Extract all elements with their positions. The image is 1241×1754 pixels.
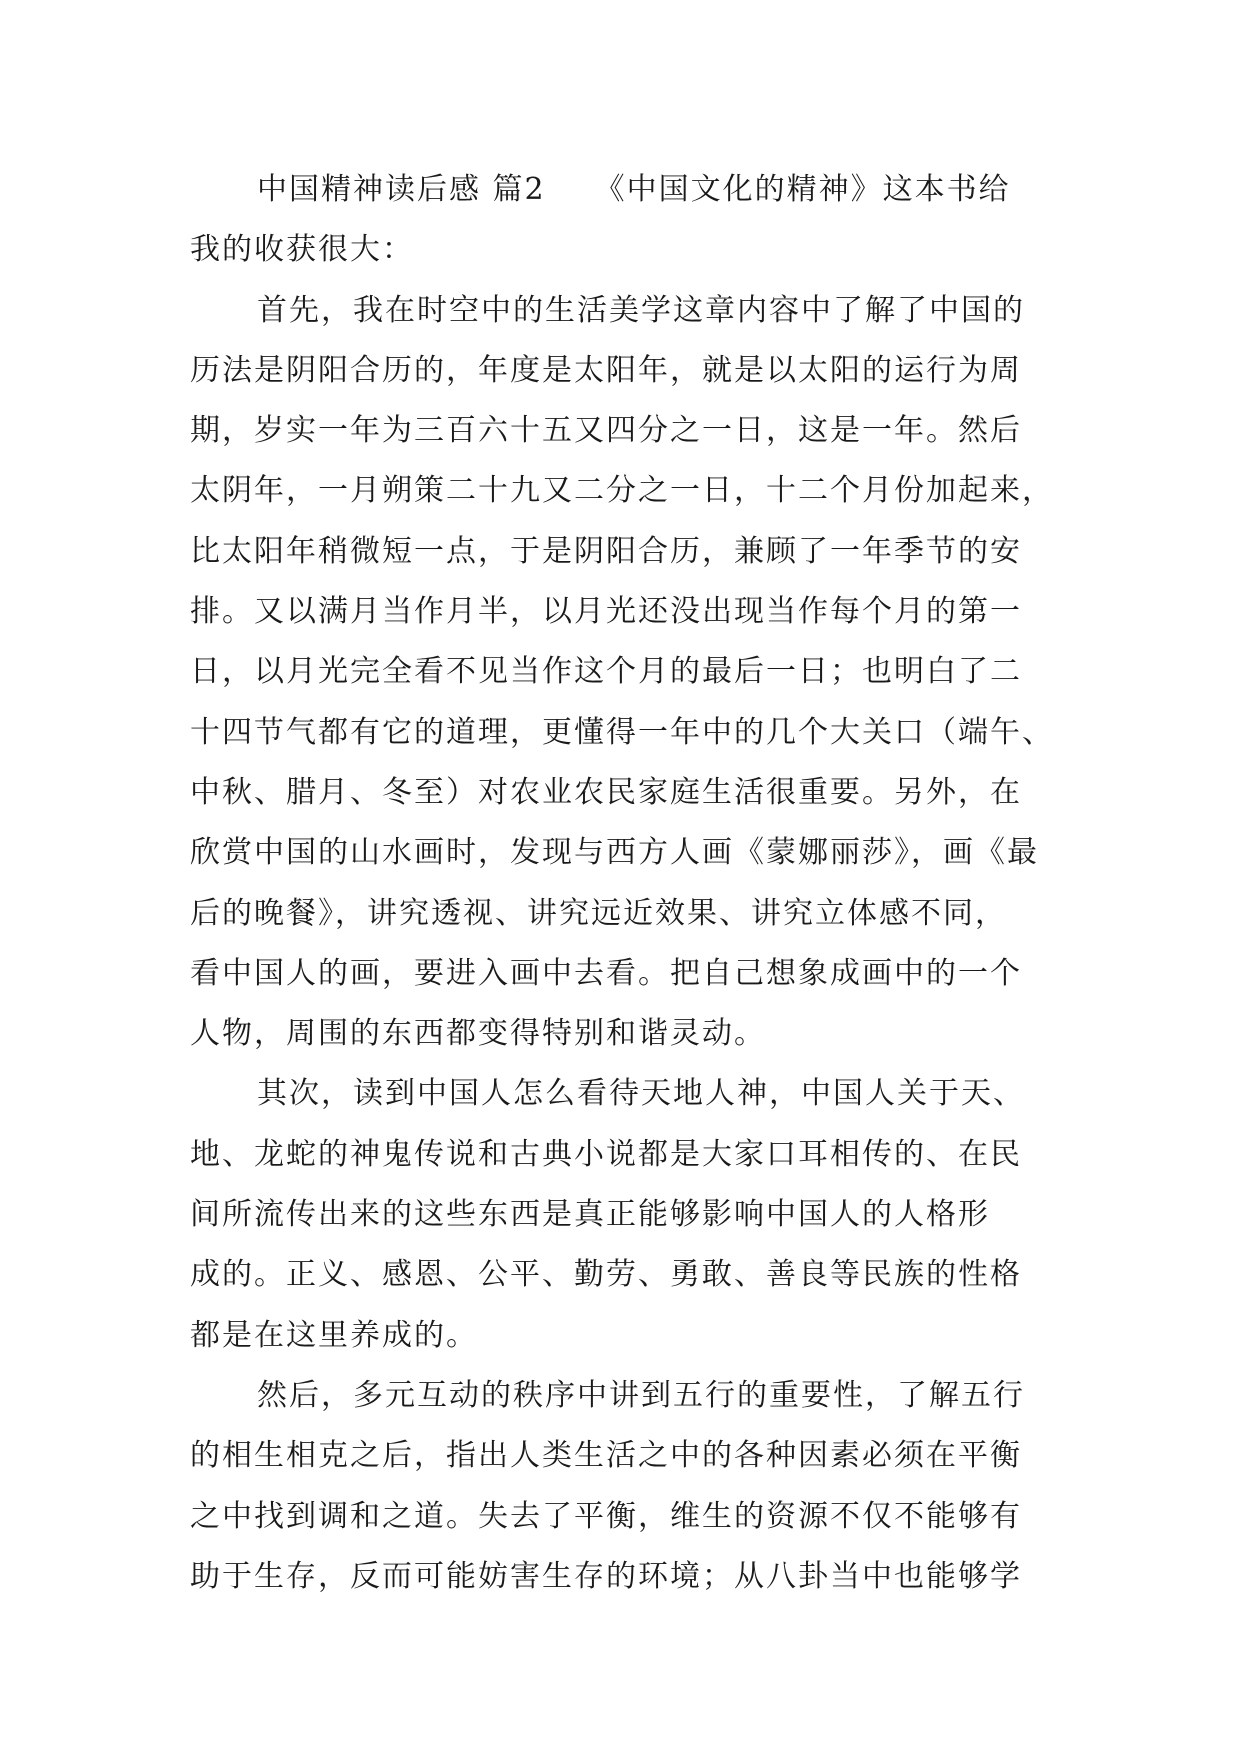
text-line: 中国精神读后感 篇2 《中国文化的精神》这本书给 — [257, 172, 1011, 207]
text-line: 之中找到调和之道。失去了平衡，维生的资源不仅不能够有 — [190, 1498, 1022, 1534]
text-line: 其次，读到中国人怎么看待天地人神，中国人关于天、 — [257, 1076, 1025, 1112]
text-line: 成的。正义、感恩、公平、勤劳、勇敢、善良等民族的性格 — [190, 1257, 1022, 1293]
text-line: 我的收获很大： — [190, 232, 414, 268]
text-line: 地、龙蛇的神鬼传说和古典小说都是大家口耳相传的、在民 — [190, 1136, 1022, 1172]
text-line: 十四节气都有它的道理，更懂得一年中的几个大关口（端午、 — [190, 714, 1054, 750]
text-line: 看中国人的画，要进入画中去看。把自己想象成画中的一个 — [190, 955, 1022, 991]
text-line: 间所流传出来的这些东西是真正能够影响中国人的人格形 — [190, 1197, 990, 1233]
text-line: 然后，多元互动的秩序中讲到五行的重要性，了解五行 — [257, 1377, 1025, 1413]
text-line: 中秋、腊月、冬至）对农业农民家庭生活很重要。另外，在 — [190, 774, 1022, 810]
text-line: 欣赏中国的山水画时，发现与西方人画《蒙娜丽莎》，画《最 — [190, 835, 1039, 871]
text-line: 太阴年，一月朔策二十九又二分之一日，十二个月份加起来， — [190, 473, 1054, 509]
text-line: 首先，我在时空中的生活美学这章内容中了解了中国的 — [257, 292, 1025, 328]
text-line: 比太阳年稍微短一点，于是阴阳合历，兼顾了一年季节的安 — [190, 533, 1022, 569]
text-line: 日，以月光完全看不见当作这个月的最后一日；也明白了二 — [190, 654, 1022, 690]
body-text — [190, 160, 1054, 1607]
text-line: 期，岁实一年为三百六十五又四分之一日，这是一年。然后 — [190, 413, 1022, 449]
text-line: 人物，周围的东西都变得特别和谐灵动。 — [190, 1016, 766, 1052]
text-line: 后的晚餐》，讲究透视、讲究远近效果、讲究立体感不同， — [190, 895, 1007, 931]
text-line: 助于生存，反而可能妨害生存的环境；从八卦当中也能够学 — [190, 1558, 1022, 1594]
text-line: 都是在这里养成的。 — [190, 1317, 478, 1353]
text-line: 历法是阴阳合历的，年度是太阳年，就是以太阳的运行为周 — [190, 352, 1022, 388]
text-line: 的相生相克之后，指出人类生活之中的各种因素必须在平衡 — [190, 1438, 1022, 1474]
text-line: 排。又以满月当作月半，以月光还没出现当作每个月的第一 — [190, 594, 1022, 630]
